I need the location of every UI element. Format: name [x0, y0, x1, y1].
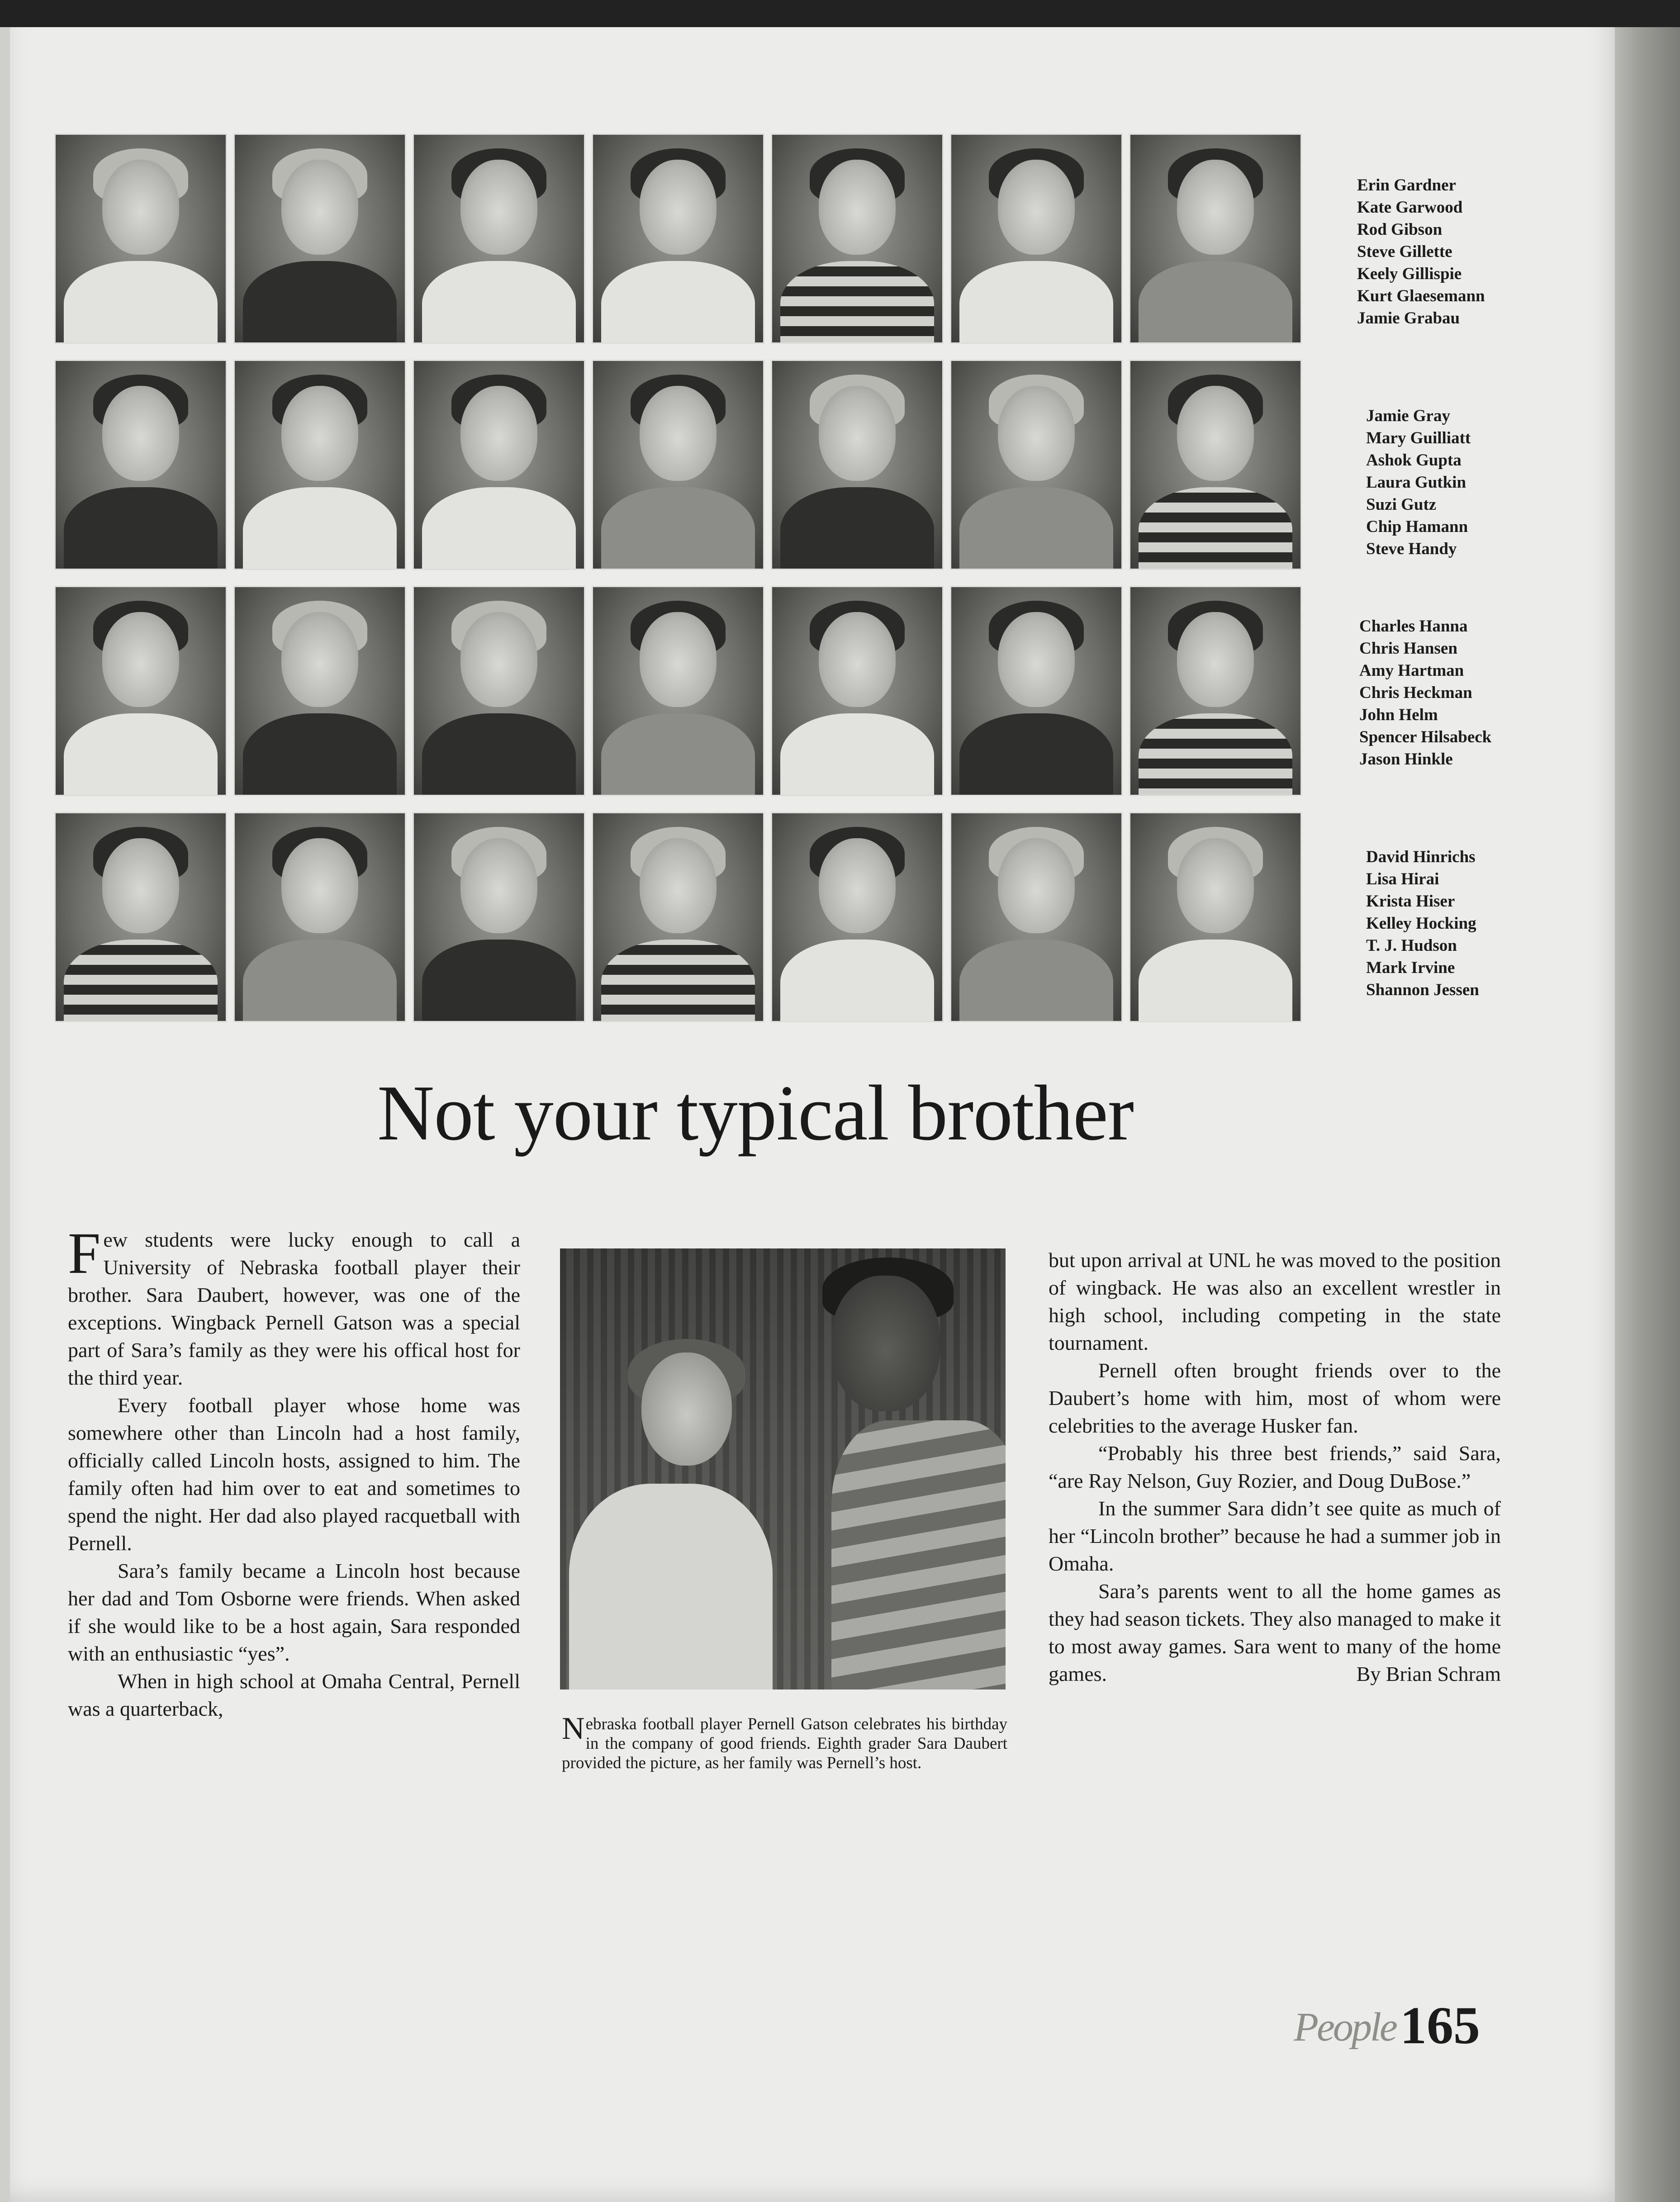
portrait-photo: [771, 812, 944, 1022]
portrait-photo: [950, 812, 1123, 1022]
portrait-photo: [950, 360, 1123, 570]
portrait-photo: [233, 133, 406, 344]
portrait-photo: [233, 360, 406, 570]
portrait-names-row-4: [1366, 846, 1565, 1001]
portrait-row-3: [54, 586, 1312, 796]
portrait-names-row-1: [1357, 174, 1556, 329]
article-paragraph: Sara’s parents went to all the home games as they had season tickets. They also managed to make it to most away games. Sara went to many of the home games. By Brian Schram: [1049, 1577, 1501, 1688]
portrait-row-1: [54, 133, 1312, 344]
portrait-photo: [950, 586, 1123, 796]
portrait-photo: [592, 133, 764, 344]
student-name: Lisa Hirai: [1366, 870, 1439, 888]
student-name: John Helm: [1359, 706, 1438, 724]
portrait-photo: [592, 360, 764, 570]
student-name: Chip Hamann: [1366, 517, 1468, 536]
portrait-names-row-3: [1359, 615, 1558, 770]
article-headline: Not your typical brother: [377, 1069, 1134, 1157]
student-name: Amy Hartman: [1359, 661, 1464, 680]
portrait-photo: [592, 812, 764, 1022]
student-name: Shannon Jessen: [1366, 981, 1479, 999]
page-number: 165: [1400, 1996, 1480, 2055]
portrait-photo: [771, 133, 944, 344]
page-binding: [1615, 0, 1680, 2202]
article-paragraph: When in high school at Omaha Central, Pernell was a quarterback,: [68, 1670, 520, 1720]
student-name: Keely Gillispie: [1357, 265, 1462, 283]
student-name: Krista Hiser: [1366, 892, 1455, 911]
student-name: Erin Gardner: [1357, 176, 1456, 195]
student-name: Rod Gibson: [1357, 220, 1443, 239]
article-paragraph: but upon arrival at UNL he was moved to the position of wingback. He was also an excellent wrestler in high school, including competing in the state tournament.: [1049, 1248, 1501, 1354]
student-name: Chris Heckman: [1359, 683, 1472, 702]
portrait-photo: [233, 812, 406, 1022]
portrait-names-row-2: [1366, 405, 1565, 560]
portrait-photo: [1129, 586, 1302, 796]
portrait-photo: [413, 586, 585, 796]
student-name: Steve Gillette: [1357, 242, 1452, 261]
student-name: Kelley Hocking: [1366, 914, 1476, 933]
student-name: T. J. Hudson: [1366, 936, 1457, 955]
student-name: Spencer Hilsabeck: [1359, 728, 1492, 746]
portrait-grid: [54, 133, 1312, 1038]
portrait-photo: [413, 360, 585, 570]
portrait-photo: [771, 586, 944, 796]
student-name: Jason Hinkle: [1359, 750, 1453, 769]
portrait-row-4: [54, 812, 1312, 1022]
article-photo: [560, 1248, 1006, 1689]
student-name: Suzi Gutz: [1366, 495, 1437, 514]
portrait-photo: [771, 360, 944, 570]
photo-caption: Nebraska football player Pernell Gatson celebrates his birthday in the company of good friends. Eighth grader Sara Daubert provided the picture, as her family was Pernell’s host.: [562, 1711, 1007, 1772]
portrait-photo: [1129, 133, 1302, 344]
portrait-photo: [54, 812, 227, 1022]
page-footer: [1294, 1990, 1511, 2058]
student-name: Charles Hanna: [1359, 617, 1468, 636]
article-column-1: [68, 1221, 520, 1723]
student-name: Mark Irvine: [1366, 959, 1455, 977]
caption-drop-cap: N: [562, 1711, 585, 1746]
portrait-photo: [1129, 812, 1302, 1022]
portrait-photo: [54, 586, 227, 796]
student-name: Jamie Grabau: [1357, 309, 1460, 327]
portrait-photo: [592, 586, 764, 796]
student-name: Steve Handy: [1366, 540, 1457, 558]
article-paragraph: Every football player whose home was somewhere other than Lincoln had a host family, officially called Lincoln hosts, assigned to him. The family often had him over to eat and sometimes to spend the night. Her dad also played racquetball with Pernell.: [68, 1394, 520, 1555]
drop-cap: F: [68, 1221, 101, 1286]
portrait-row-2: [54, 360, 1312, 570]
student-name: Mary Guilliatt: [1366, 429, 1471, 447]
portrait-photo: [1129, 360, 1302, 570]
portrait-photo: [54, 360, 227, 570]
portrait-photo: [54, 133, 227, 344]
article-paragraph: In the summer Sara didn’t see quite as much of her “Lincoln brother” because he had a summer job in Omaha.: [1049, 1497, 1501, 1575]
portrait-photo: [233, 586, 406, 796]
student-name: Laura Gutkin: [1366, 473, 1466, 492]
student-name: Kurt Glaesemann: [1357, 287, 1485, 305]
student-name: David Hinrichs: [1366, 848, 1476, 866]
article-column-3: [1049, 1246, 1501, 1688]
student-name: Kate Garwood: [1357, 198, 1463, 217]
portrait-photo: [413, 812, 585, 1022]
portrait-photo: [950, 133, 1123, 344]
student-name: Chris Hansen: [1359, 639, 1457, 658]
section-name: People: [1294, 2005, 1396, 2050]
student-name: Jamie Gray: [1366, 407, 1450, 425]
portrait-photo: [413, 133, 585, 344]
article-paragraph: Sara’s family became a Lincoln host because her dad and Tom Osborne were friends. When asked if she would like to be a host again, Sara responded with an enthusiastic “yes”.: [68, 1559, 520, 1665]
article-paragraph: “Probably his three best friends,” said Sara, “are Ray Nelson, Guy Rozier, and Doug DuBose.”: [1049, 1442, 1501, 1492]
article-paragraph: Few students were lucky enough to call a University of Nebraska football player their brother. Sara Daubert, however, was one of the exceptions. Wingback Pernell Gatson was a special part of Sara’s family as they were his offical host for the third year.: [68, 1221, 520, 1389]
student-name: Ashok Gupta: [1366, 451, 1462, 470]
byline: By Brian Schram: [1356, 1662, 1501, 1685]
article-paragraph: Pernell often brought friends over to the Daubert’s home with him, most of whom were celebrities to the average Husker fan.: [1049, 1359, 1501, 1437]
scan-top-edge: [0, 0, 1680, 27]
